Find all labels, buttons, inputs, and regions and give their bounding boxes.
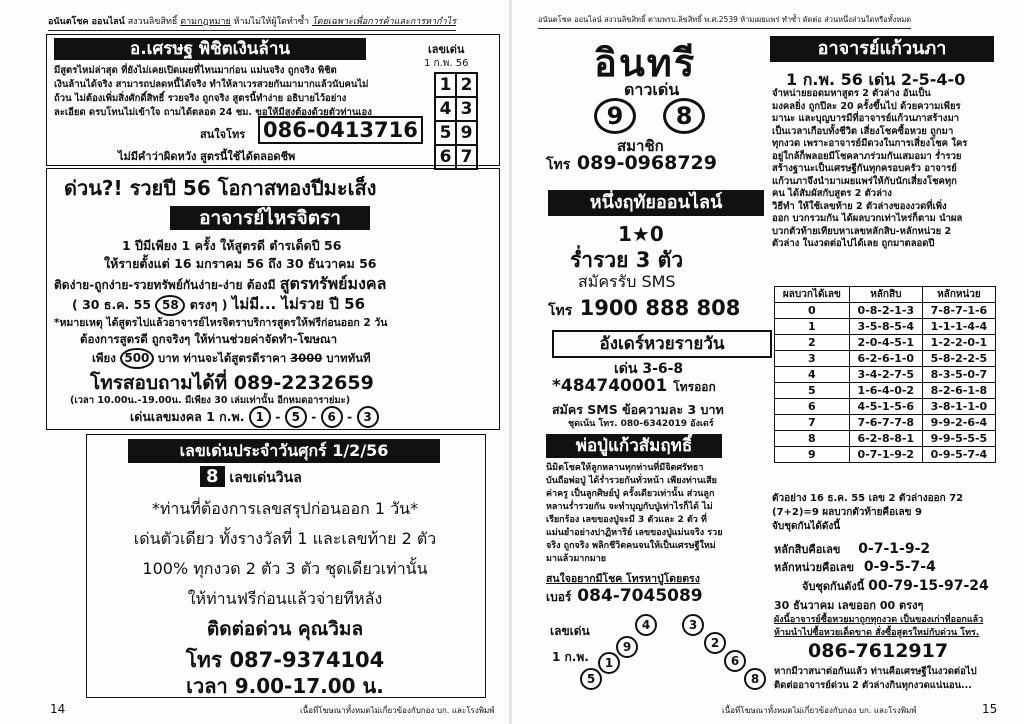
kaew-line: ทุกงวด เพราะอาจารย์มีดวงในการเสี่ยงโชค ใคร: [772, 138, 968, 149]
intro-member: สมาชิก: [617, 137, 664, 155]
row-sum: 5: [775, 383, 850, 399]
ad2-line5: *หมายเหตุ ได้สูตรไปแล้วอาจารย์ไหรจิตราบริการสูตรให้ฟรีก่อนออก 2 วัน: [54, 317, 388, 329]
ad3-banner: เลขเด่นประจำวันศุกร์ 1/2/56: [128, 439, 440, 463]
ad1-line: ถ้วน ไม่ต้องเพิ่มสิ่งศักดิ์สิทธิ์ รวยจริง ถูกจริง สูตรนี้ทำง่าย อธิบายไว้อย่าง: [54, 93, 347, 104]
pho-phone-label: เบอร์: [546, 590, 572, 604]
pho-line: บันถือพ่อปู่ ได้ร่ำรวยกันทั่วหน้า เพียงท่านเสีย: [546, 476, 717, 486]
kaew-date-line: 1 ก.พ. 56 เด่น 2-5-4-0: [786, 70, 966, 89]
pho-phone-line: [546, 586, 703, 607]
row-tens: 2-0-4-5-1: [849, 335, 922, 351]
ad2-lucky: เด่นเลขมงคล 1 ก.พ. 1 - 5 - 6 - 3: [130, 406, 379, 428]
row-units: 1-2-2-0-1: [922, 335, 995, 351]
intro-digit-circle: 8: [663, 98, 705, 134]
ad2-line7a: เพียง: [92, 351, 116, 365]
row-tens: 3-4-2-7-5: [849, 367, 922, 383]
row-sum: 4: [775, 367, 850, 383]
table-row: [775, 367, 996, 383]
footer-right: เนื้อที่โฆษณาทั้งหมดไม่เกี่ยวข้องกับกอง บก. และโรงพิมพ์: [722, 706, 917, 715]
lucky-digit: 4: [435, 97, 456, 121]
row-units: 1-1-1-4-4: [922, 319, 995, 335]
ad2-line4b: ตรงๆ ): [189, 297, 228, 312]
row-units: 7-8-7-1-6: [922, 303, 995, 319]
ad1-lucky-grid: [434, 72, 478, 170]
pho-lucky-circle: 1: [598, 652, 620, 674]
kaew-promo2: ห้ามนำไปซื้อหวยเด็ดขาด สั่งซื้อสูตรใหม่กับด่วน โทร.: [774, 628, 980, 638]
kaew-line: ออก บวกรวมกัน ได้ผลบวกเท่าไหร่ก็ตาม นำผล: [772, 213, 963, 224]
pho-lucky-circle: 5: [580, 668, 602, 690]
table-row: [775, 431, 996, 447]
daily-code-suffix: โทรออก: [673, 380, 716, 394]
lucky-circle: 6: [321, 406, 343, 428]
row-sum: 9: [775, 447, 850, 463]
pho-wish: สนใจอยากมีโชค โทรหาปู่โดยตรง: [546, 573, 700, 585]
lucky-digit: 2: [456, 73, 477, 97]
header-note: โดยเฉพาะเพื่อการค้าและการหากำไร: [311, 17, 457, 27]
kaew-line: วิธีทำ ให้ใช้เลขท้าย 2 ตัวล่างของงวดที่เพิ่ง: [772, 200, 947, 212]
ad2-circle-500: 500: [120, 348, 154, 369]
ad2-phone: 089-2232659: [233, 372, 374, 394]
kaew-units-line: [774, 558, 936, 576]
ad3-line: 100% ทุกงวด 2 ตัว 3 ตัว ชุดเดียวเท่านั้น: [142, 559, 428, 578]
intro-digit-circle: 9: [594, 98, 636, 134]
ad3-phone-label: โทร: [185, 648, 223, 672]
kaew-line: คน ได้สัมผัสกับสูตร 2 ตัวล่าง: [772, 188, 892, 199]
row-sum: 2: [775, 335, 850, 351]
online-banner: หนึ่งฤทัยออนไลน์: [548, 190, 764, 216]
ad2-line4c: ไม่มี... ไม่รวย ปี 56: [231, 295, 366, 313]
header-rights: สงวนลิขสิทธิ์: [127, 17, 178, 27]
table-row: [775, 399, 996, 415]
daily-code-line: [552, 376, 716, 397]
kaew-pair-line: จับชุดกันได้ดังนี้: [772, 521, 841, 532]
daily-sms: สมัคร SMS ข้อความละ 3 บาท: [552, 402, 724, 417]
lucky-digit: 7: [456, 145, 477, 169]
row-sum: 3: [775, 351, 850, 367]
lucky-digit: 9: [456, 121, 477, 145]
row-units: 8-2-6-1-8: [922, 383, 995, 399]
ad2-phone-label: โทรสอบถามได้ที่: [90, 372, 228, 394]
kaew-table: [774, 286, 996, 463]
kaew-line: สร้างฐานะเป็นเศรษฐีกันทุกครอบครัว อาจารย์: [772, 163, 957, 174]
daily-lucky: เด่น 3-6-8: [614, 361, 684, 377]
daily-contact: ชุดเน้น โทร. 080-6342019 อังเดร์: [568, 419, 714, 429]
ad1-line: มีสูตรไหม่ล่าสุด ที่ยังไม่เคยเปิดเผยที่ไหนมาก่อน แม่นจริง ถูกจริง พิชิต: [54, 65, 337, 76]
ad3-sub-num: 8: [200, 466, 225, 487]
ad2-line6: ต้องการสูตรดี ถูกจริงๆ ให้ท่านช่วยค่าจัดทำ-โฆษณา: [80, 332, 338, 346]
row-units: 9-9-5-5-5: [922, 431, 995, 447]
lucky-digit: 1: [435, 73, 456, 97]
ad2-master: อาจารย์ไหรจิตรา: [170, 206, 370, 230]
ad2-line7-strike: 3000: [290, 351, 323, 365]
ad2-line7: [92, 348, 371, 369]
ad3-line: *ท่านที่ต้องการเลขสรุปก่อนออก 1 วัน*: [151, 499, 419, 518]
pho-lucky-circle: 4: [635, 614, 657, 636]
online-phone-line: [548, 296, 740, 322]
ad2-line7c: บาททันที: [326, 351, 371, 365]
row-sum: 8: [775, 431, 850, 447]
lucky-digit: 5: [435, 121, 456, 145]
table-row: [775, 319, 996, 335]
ad2-line1: 1 ปีมีเพียง 1 ครั้ง ให้สูตรดี ตำรเด็ดปี 56: [122, 238, 342, 253]
table-header: หลักสิบ: [849, 287, 922, 303]
ad3-sub: [200, 466, 302, 489]
table-row: [775, 351, 996, 367]
row-units: 0-9-5-7-4: [922, 447, 995, 463]
ad3-urgent: ติดต่อด่วน คุณวิมล: [206, 618, 364, 640]
ad1-guarantee: ไม่มีคำว่าผิดหวัง สูตรนี้ใช้ได้ตลอดชีพ: [118, 150, 296, 163]
ad3-phone: 087-9374104: [229, 648, 385, 672]
kaew-line: มงคลยิ่ง ถูกปีละ 20 ครั้งขึ้นไป ด้วยความเพียร: [772, 100, 961, 112]
ad2-headline: ด่วน?! รวยปี 56 โอกาสทองปีมะเส็ง: [64, 176, 377, 200]
pho-lucky-circle: 8: [744, 668, 766, 690]
kaew-line: เป็นเวลาเกือบทั้งชีวิต เสี่ยงโชคซื้อหวย ถูกมา: [772, 125, 954, 137]
header-warn: ห้ามไม่ให้ผู้ใดทำซ้ำ: [233, 17, 310, 27]
kaew-units: 0-9-5-7-4: [863, 559, 936, 575]
kaew-line: จำหน่ายยอดมหาสูตร 2 ตัวล่าง อันเป็น: [772, 88, 931, 99]
pho-lucky-circle: 2: [704, 632, 726, 654]
ad3-line: เด่นตัวเดียว ทั้งรางวัลที่ 1 และเลขท้าย 2 ตัว: [133, 529, 437, 548]
ad3-line: ให้ท่านฟรีก่อนแล้วจ่ายทีหลัง: [187, 589, 383, 608]
kaew-banner: อาจารย์แก้วนภา: [770, 36, 994, 62]
ad2-line2: ให้รายตั้งแต่ 16 มกราคม 56 ถึง 30 ธันวาคม 56: [104, 256, 377, 271]
ad2-line4: [72, 292, 365, 316]
footer-left: เนื้อที่โฆษณาทั้งหมดไม่เกี่ยวข้องกับกอง บก. และโรงพิมพ์: [300, 706, 495, 715]
pho-phone: 084-7045089: [577, 586, 703, 606]
table-row: [775, 303, 996, 319]
kaew-line: มานะ และบุญบารมีที่อาจารย์แก้วนภาสร้างมา: [772, 113, 960, 124]
row-tens: 4-5-1-5-6: [849, 399, 922, 415]
table-header: ผลบวกได้เลข: [775, 287, 850, 303]
ad2-line7b: บาท ท่านจะได้สูตรดีราคา: [157, 351, 287, 365]
intro-sub: ดาวเด่น: [624, 80, 680, 99]
daily-banner: อังเดร์หวยรายวัน: [552, 330, 772, 358]
kaew-line: แก้วนภาจึงนำมาเผยแพร่ให้กับนักเสี่ยงโชคทุก: [772, 175, 957, 187]
kaew-closing2: ติดต่ออาจารย์ด่วน 2 ตัวล่างกินทุกงวดแน่นอน...: [774, 680, 972, 691]
ad3-sub-text: เลขเด่นวินล: [229, 470, 302, 486]
ad3-hours-label: เวลา: [186, 674, 228, 698]
table-row: [775, 383, 996, 399]
pho-lucky-circle: 9: [616, 636, 638, 658]
kaew-body: [772, 88, 967, 251]
ad1-line: เงินล้านได้จริง สามารถปลดหนี้ได้จริง ทำให้ลาเวรสวยกันมามากแล้วนับคนไม่: [54, 79, 369, 90]
intro-digits: [594, 98, 705, 134]
ad3-hours: 9.00-17.00 น.: [234, 674, 384, 698]
row-sum: 1: [775, 319, 850, 335]
ad3-body: [90, 494, 480, 614]
row-units: 8-3-5-0-7: [922, 367, 995, 383]
intro-phone-line: [546, 152, 717, 176]
ad2-lucky-text: เด่นเลขมงคล 1 ก.พ.: [130, 409, 245, 424]
row-tens: 3-5-8-5-4: [849, 319, 922, 335]
row-tens: 6-2-8-8-1: [849, 431, 922, 447]
kaew-closing1: หากมีวาสนาต่อกันแล้ว ท่านคือเศรษฐีในงวดต่อไป: [774, 666, 977, 677]
ad2-line3b: สูตรทรัพย์มงคล: [279, 274, 387, 293]
intro-name: อินทรี: [594, 41, 697, 85]
ad2-circle-58: 58: [155, 295, 185, 316]
ad1-phone-label: สนใจโทร: [200, 128, 246, 141]
kaew-pairs-value: 00-79-15-97-24: [868, 578, 989, 594]
pho-line: นิมิตโชคให้ลูกหลานทุกท่านที่มีจิตศรัทธา: [546, 463, 704, 473]
kaew-promo1: ผังนี้อาจารย์ซื้อหวยมาถูกทุกงวด เป็นของเก่าที่ออกแล้ว: [774, 615, 984, 625]
page-number-left: 14: [50, 702, 66, 716]
row-units: 3-8-1-1-0: [922, 399, 995, 415]
ad2-line4a: ( 30 ธ.ค. 55: [72, 297, 152, 312]
ad3-hours-line: [90, 670, 480, 702]
row-units: 9-9-2-6-4: [922, 415, 995, 431]
ad2-line3a: ติดง่าย-ถูกง่าย-รวยทรัพย์กันง่าย-ง่าย ต้องมี: [54, 278, 276, 292]
right-header: อนันตโชค ออนไลน์ สงวนลิขสิทธิ์ ตามพรบ.ลิขสิทธิ์ พ.ศ.2539 ห้ามเผยแพร่ ทำซ้ำ ดัดต่อ ส่วนหนึ่งส่วนใดหรือทั้งหมด: [538, 14, 911, 29]
header-law: ตามกฎหมาย: [180, 17, 231, 27]
lucky-circle: 5: [285, 406, 307, 428]
pho-banner: พ่อปู่แก้วสัมฤทธิ์: [546, 434, 722, 458]
pho-lucky-label: เลขเด่น: [550, 624, 590, 638]
ad1-body: [54, 64, 372, 120]
kaew-tens-label: หลักสิบคือเลข: [774, 543, 841, 556]
pho-body: [546, 462, 722, 566]
row-tens: 6-2-6-1-0: [849, 351, 922, 367]
page-number-right: 15: [982, 702, 998, 716]
kaew-pairs-label: จับชุดกันดังนี้: [802, 580, 865, 593]
ad1-line: ละเอียด ดรบโทนไม่เข้าใจ ถามได้ตลอด 24 ชม. ขอให้มีสูงต้องด้วยตัวท่านเอง: [54, 107, 372, 118]
lucky-circle: 3: [357, 406, 379, 428]
intro-phone-label: โทร: [546, 157, 571, 173]
kaew-phone: 086-7612917: [808, 640, 949, 662]
kaew-example: [772, 492, 963, 534]
pho-line: มาแล้วมากมาย: [546, 554, 607, 564]
pho-line: เรียกร้อง เลขของปู่จะมี 3 ตัวและ 2 ตัว ที่: [546, 515, 707, 525]
online-rich: ร่ำรวย 3 ตัว: [570, 248, 684, 272]
row-sum: 6: [775, 399, 850, 415]
table-row: [775, 415, 996, 431]
table-header: หลักหน่วย: [922, 287, 995, 303]
pho-lucky-circle: 3: [682, 614, 704, 636]
online-sms: สมัครรับ SMS: [578, 272, 676, 291]
row-tens: 0-7-1-9-2: [849, 447, 922, 463]
row-sum: 0: [775, 303, 850, 319]
right-page: [512, 0, 1024, 724]
header-brand: อนันตโชค ออนไลน์: [48, 17, 125, 27]
online-phone-label: โทร: [548, 303, 573, 319]
kaew-line: บวกตัวท้ายเทียบหาเลขหลักสิบ-หลักหน่วย 2: [772, 225, 952, 237]
pho-lucky-date: 1 ก.พ.: [552, 650, 589, 664]
intro-phone: 089-0968729: [576, 152, 717, 174]
lucky-circle: 1: [249, 406, 271, 428]
row-tens: 7-6-7-7-8: [849, 415, 922, 431]
ad1-lucky-label: เลขเด่น: [428, 43, 465, 56]
online-pick: 1★0: [618, 222, 664, 246]
ad1-phone: 086-0413716: [258, 116, 423, 144]
kaew-example2: (7+2)=9 ผลบวกตัวท้ายคือเลข 9: [772, 507, 922, 518]
kaew-tens-line: [774, 540, 930, 558]
pho-line: หลานร่ำรวยกัน จะทำบุญกับปู่เท่าไรก็ได้ ไม่: [546, 502, 713, 512]
row-tens: 1-6-4-0-2: [849, 383, 922, 399]
kaew-example1: ตัวอย่าง 16 ธ.ค. 55 เลข 2 ตัวล่างออก 72: [772, 493, 964, 504]
ad2-hours: (เวลา 10.00น.-19.00น. มีเพียง 30 เล่มเท่านั้น อีกหมดอาราย่มะ): [70, 395, 351, 406]
kaew-result: 30 ธันวาคม เลขออก 00 ตรงๆ: [774, 599, 924, 612]
daily-code: *484740001: [552, 376, 668, 396]
kaew-line: อยู่ใกล้ก็พลอยมีโชคลาภร่วมกันเสมอมา ร่ำรวย: [772, 150, 962, 162]
table-row: [775, 447, 996, 463]
online-phone: 1900 888 808: [579, 296, 741, 320]
kaew-line: ตัวล่าง ในงวดต่อไปได้เลย ถูกมาตลอดปี: [772, 238, 935, 249]
ad1-lucky-date: 1 ก.พ. 56: [424, 58, 469, 69]
pho-line: จริง ถูกจริง พลิกชีวิตคนจนให้เป็นเศรษฐีใหม่: [546, 541, 716, 551]
ad1-banner: อ.เศรษฐ พิชิตเงินล้าน: [54, 38, 366, 60]
row-units: 5-8-2-2-5: [922, 351, 995, 367]
pho-lucky-circle: 6: [724, 650, 746, 672]
pho-line: ค่าครู เป็นลูกศิษย์ปู่ ครั้งเดียวเท่านั้น ส่วนลูก: [546, 489, 715, 499]
lucky-digit: 6: [435, 145, 456, 169]
pho-line: แม่นยำอย่างปาฏิหาริย์ เลขของปู่แม่นจริง รวย: [546, 528, 723, 538]
lucky-digit: 3: [456, 97, 477, 121]
kaew-tens: 0-7-1-9-2: [858, 541, 931, 557]
row-sum: 7: [775, 415, 850, 431]
table-row: [775, 335, 996, 351]
kaew-units-label: หลักหน่วยคือเลข: [774, 561, 855, 574]
row-tens: 0-8-2-1-3: [849, 303, 922, 319]
left-header: [48, 14, 456, 31]
kaew-pairs-line: [802, 577, 989, 595]
